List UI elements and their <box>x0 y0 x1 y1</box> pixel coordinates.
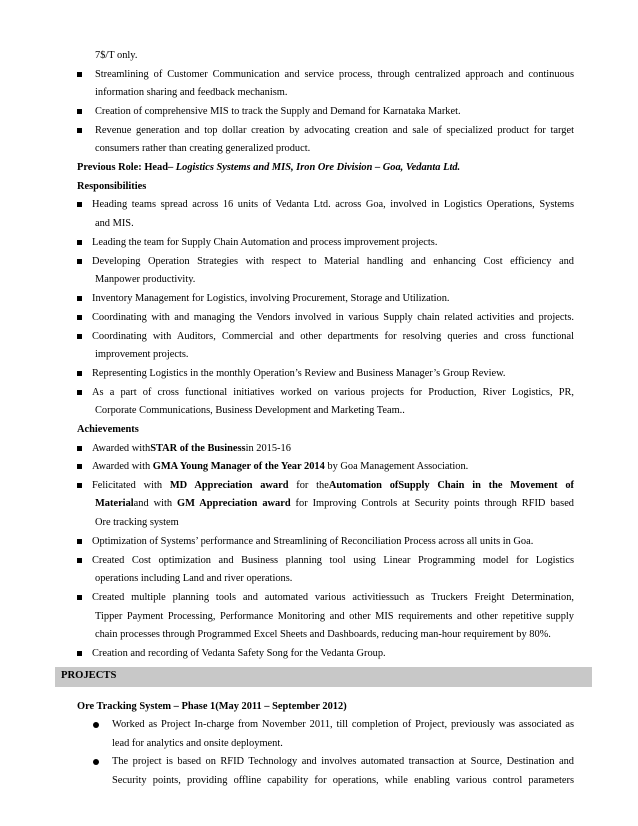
square-bullet-icon <box>77 371 82 376</box>
project-bullet-text: The project is based on RFID Technology and involves automated transaction at Source, Destination and <box>112 756 574 767</box>
responsibility-text: Inventory Management for Logistics, involving Procurement, Storage and Utilization. <box>92 293 450 304</box>
square-bullet-icon <box>77 259 82 264</box>
responsibility-text: Heading teams spread across 16 units of Vedanta Ltd. across Goa, involved in Logistics Operations, Systems <box>92 199 574 210</box>
project-bullet-text: lead for analytics and onsite deployment. <box>112 738 283 749</box>
achievement-text: chain processes through Programmed Excel Sheets and Dashboards, reducing man-hour requirement by 80%. <box>95 629 551 640</box>
project-bullet-text: Security points, providing offline capability for operations, while enabling various control parameters <box>112 775 574 786</box>
project-bullet-text: Worked as Project In-charge from November 2011, till completion of Project, previously was associated as <box>112 719 574 730</box>
bullet-text: Revenue generation and top dollar creation by advocating creation and sale of specialized product for target <box>95 125 574 136</box>
square-bullet-icon <box>77 595 82 600</box>
responsibility-text: and MIS. <box>95 218 134 229</box>
achievement-text: Created multiple planning tools and automated various activitiessuch as Truckers Freight Determination, <box>92 592 574 603</box>
square-bullet-icon <box>77 334 82 339</box>
achievement-text: Created Cost optimization and Business planning tool using Linear Programming model for Logistics <box>92 555 574 566</box>
bullet-text: information sharing and feedback mechanism. <box>95 87 288 98</box>
achievement-text: Felicitated with MD Appreciation award for theAutomation ofSupply Chain in the Movement of <box>92 480 574 491</box>
bullet-text: consumers rather than creating generalized product. <box>95 143 311 154</box>
projects-section-bar <box>55 667 592 687</box>
achievement-text: Materialand with GM Appreciation award for Improving Controls at Security points through RFID based <box>95 498 574 509</box>
achievement-text: operations including Land and river operations. <box>95 573 293 584</box>
responsibility-text: Manpower productivity. <box>95 274 196 285</box>
achievement-text: Awarded withSTAR of the Businessin 2015-16 <box>92 443 291 454</box>
square-bullet-icon <box>77 390 82 395</box>
round-bullet-icon <box>93 722 99 728</box>
achievement-text: Tipper Payment Processing, Performance Monitoring and other MIS requirements and other repetitive supply <box>95 611 574 622</box>
achievements-heading: Achievements <box>77 424 139 435</box>
responsibility-text: Coordinating with Auditors, Commercial and other departments for resolving queries and cross functional <box>92 331 574 342</box>
achievement-text: Ore tracking system <box>95 517 179 528</box>
responsibility-text: Representing Logistics in the monthly Operation’s Review and Business Manager’s Group Review. <box>92 368 506 379</box>
square-bullet-icon <box>77 72 82 77</box>
square-bullet-icon <box>77 202 82 207</box>
responsibility-text: Leading the team for Supply Chain Automation and process improvement projects. <box>92 237 438 248</box>
square-bullet-icon <box>77 240 82 245</box>
square-bullet-icon <box>77 128 82 133</box>
achievement-text: Awarded with GMA Young Manager of the Year 2014 by Goa Management Association. <box>92 461 469 472</box>
square-bullet-icon <box>77 446 82 451</box>
previous-role-heading <box>77 161 460 174</box>
project-title: Ore Tracking System – Phase 1(May 2011 – September 2012) <box>77 701 347 712</box>
square-bullet-icon <box>77 464 82 469</box>
continuation-text: 7$/T only. <box>95 50 138 61</box>
square-bullet-icon <box>77 296 82 301</box>
projects-heading: PROJECTS <box>61 670 117 681</box>
responsibility-text: Corporate Communications, Business Development and Marketing Team.. <box>95 405 405 416</box>
square-bullet-icon <box>77 483 82 488</box>
responsibilities-heading: Responsibilities <box>77 181 147 192</box>
square-bullet-icon <box>77 539 82 544</box>
responsibility-text: As a part of cross functional initiatives worked on various projects for Production, River Logistics, PR, <box>92 387 574 398</box>
previous-role-detail: Logistics Systems and MIS, Iron Ore Division – Goa, Vedanta Ltd. <box>173 162 461 173</box>
achievement-text: Optimization of Systems’ performance and Streamlining of Reconciliation Process across all units in Goa. <box>92 536 534 547</box>
square-bullet-icon <box>77 651 82 656</box>
bullet-text: Streamlining of Customer Communication and service process, through centralized approach and continuous <box>95 69 574 80</box>
responsibility-text: Developing Operation Strategies with respect to Material handling and enhancing Cost efficiency and <box>92 256 574 267</box>
square-bullet-icon <box>77 558 82 563</box>
square-bullet-icon <box>77 315 82 320</box>
responsibility-text: Coordinating with and managing the Vendors involved in various Supply chain related activities and projects. <box>92 312 574 323</box>
achievement-text: Creation and recording of Vedanta Safety Song for the Vedanta Group. <box>92 648 386 659</box>
bullet-text: Creation of comprehensive MIS to track the Supply and Demand for Karnataka Market. <box>95 106 461 117</box>
previous-role-label: Previous Role: Head– <box>77 162 174 173</box>
responsibility-text: improvement projects. <box>95 349 189 360</box>
round-bullet-icon <box>93 759 99 765</box>
square-bullet-icon <box>77 109 82 114</box>
